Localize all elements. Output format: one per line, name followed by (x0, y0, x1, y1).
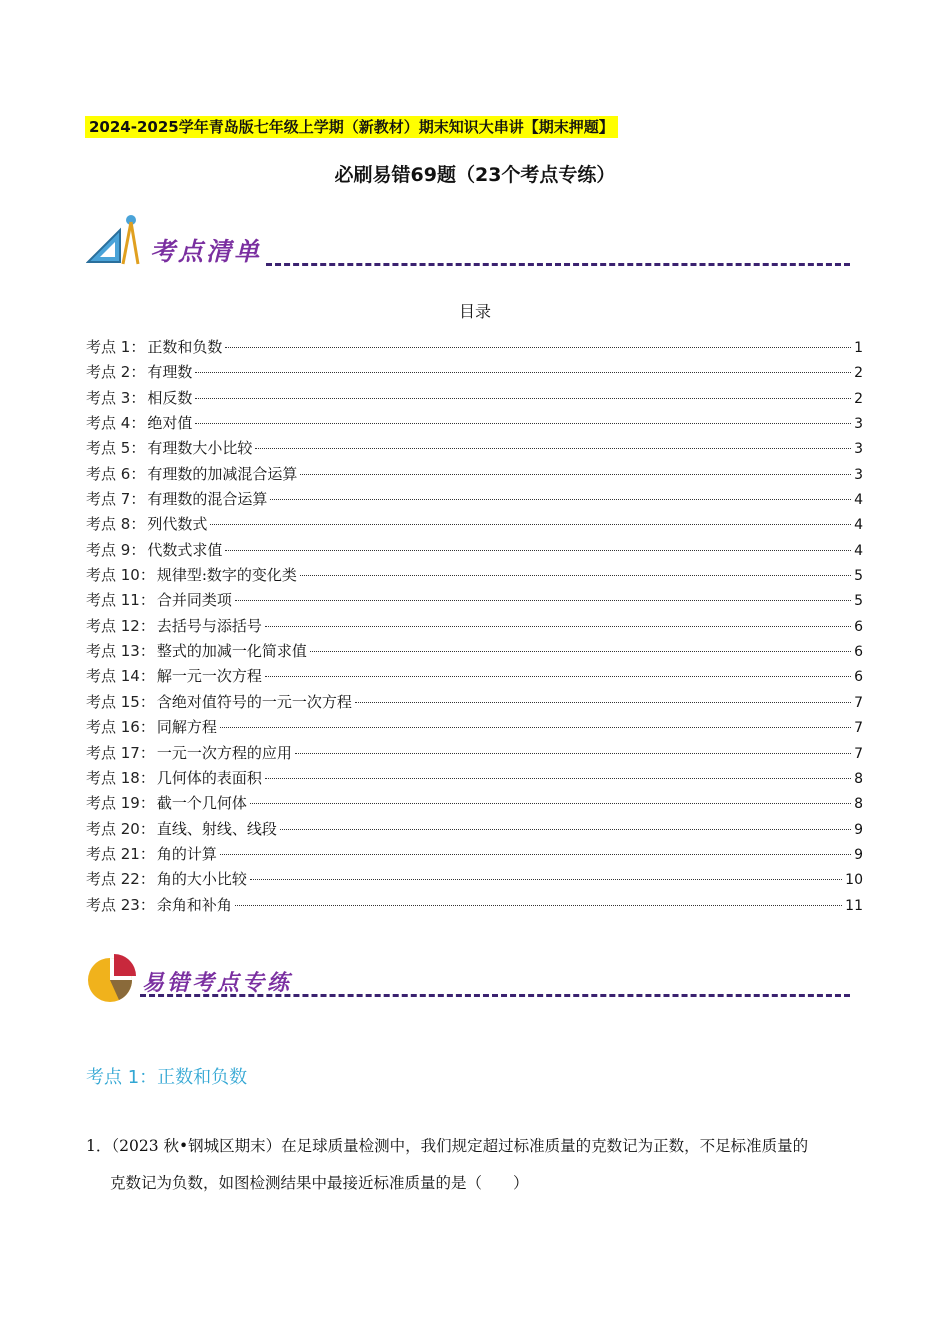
toc-entry-page: 8 (854, 770, 863, 787)
question-1-line-2: 克数记为负数，如图检测结果中最接近标准质量的是（ ） (110, 1174, 529, 1192)
toc-dot-leader (265, 676, 851, 677)
toc-dot-leader (250, 803, 851, 804)
toc-entry-title: 同解方程 (156, 718, 217, 737)
toc-entry[interactable] (86, 817, 863, 842)
toc-entry-prefix: 考点 14 (86, 667, 140, 686)
triangle-ruler-compass-icon (86, 212, 144, 268)
toc-entry-prefix: 考点 10 (86, 566, 140, 585)
toc-entry-page: 11 (845, 897, 863, 914)
toc-dot-leader (210, 524, 851, 525)
toc-entry-prefix: 考点 2 (86, 363, 131, 382)
toc-dot-leader (280, 829, 851, 830)
toc-dot-leader (235, 600, 851, 601)
toc-entry-title: 代数式求值 (147, 540, 223, 559)
toc-entry[interactable] (86, 335, 863, 360)
toc-entry-page: 1 (854, 340, 863, 356)
toc-entry-separator: ： (139, 794, 155, 813)
toc-entry-prefix: 考点 21 (86, 844, 140, 863)
toc-entry-title: 整式的加减一化简求值 (156, 642, 307, 661)
toc-entry[interactable] (86, 766, 863, 791)
section-divider-checklist (266, 263, 850, 266)
toc-entry-title: 余角和补角 (156, 895, 232, 914)
toc-entry-title: 相反数 (147, 388, 193, 407)
toc-entry[interactable] (86, 639, 863, 664)
toc-dot-leader (220, 727, 851, 728)
toc-entry-separator: ： (130, 490, 146, 509)
toc-entry-prefix: 考点 3 (86, 388, 131, 407)
table-of-contents (86, 335, 863, 918)
toc-entry-prefix: 考点 20 (86, 819, 140, 838)
toc-entry-separator: ： (139, 743, 155, 762)
toc-entry-page: 8 (854, 796, 863, 813)
toc-entry-prefix: 考点 6 (86, 464, 131, 483)
toc-entry-page: 4 (854, 542, 863, 559)
toc-entry[interactable] (86, 563, 863, 588)
toc-entry-title: 一元一次方程的应用 (156, 743, 292, 762)
toc-entry-page: 6 (854, 644, 863, 661)
toc-entry-separator: ： (130, 439, 146, 458)
toc-entry[interactable] (86, 512, 863, 537)
toc-entry-prefix: 考点 1 (86, 338, 131, 356)
toc-dot-leader (300, 474, 851, 475)
toc-entry-page: 7 (854, 745, 863, 762)
toc-entry[interactable] (86, 614, 863, 639)
toc-entry-page: 4 (854, 517, 863, 534)
toc-heading: 目录 (458, 302, 491, 321)
section-divider-practice (140, 994, 850, 997)
toc-entry-page: 6 (854, 669, 863, 686)
toc-entry-prefix: 考点 13 (86, 642, 140, 661)
toc-entry[interactable] (86, 386, 863, 411)
toc-entry-separator: ： (130, 388, 146, 407)
toc-dot-leader (250, 879, 842, 880)
toc-entry[interactable] (86, 487, 863, 512)
toc-entry-separator: ： (139, 870, 155, 889)
toc-entry-page: 3 (854, 466, 863, 483)
toc-entry[interactable] (86, 741, 863, 766)
toc-entry-prefix: 考点 23 (86, 895, 140, 914)
toc-entry-title: 直线、射线、线段 (156, 819, 277, 838)
toc-entry[interactable] (86, 842, 863, 867)
toc-entry-prefix: 考点 11 (86, 591, 140, 610)
toc-entry-title: 有理数的混合运算 (147, 490, 268, 509)
toc-entry-title: 去括号与添括号 (156, 616, 262, 635)
toc-entry[interactable] (86, 690, 863, 715)
toc-entry-separator: ： (139, 566, 155, 585)
toc-entry-separator: ： (130, 515, 146, 534)
toc-entry-separator: ： (130, 338, 146, 356)
toc-entry-title: 解一元一次方程 (156, 667, 262, 686)
toc-entry-title: 正数和负数 (147, 338, 223, 356)
toc-entry-page: 10 (845, 872, 863, 889)
toc-entry-prefix: 考点 17 (86, 743, 140, 762)
toc-entry-prefix: 考点 5 (86, 439, 131, 458)
toc-dot-leader (255, 448, 851, 449)
toc-entry-page: 7 (854, 720, 863, 737)
toc-entry-page: 5 (854, 593, 863, 610)
toc-dot-leader (235, 905, 842, 906)
toc-dot-leader (265, 626, 851, 627)
toc-dot-leader (300, 575, 851, 576)
toc-entry-title: 合并同类项 (156, 591, 232, 610)
toc-dot-leader (225, 347, 851, 348)
toc-dot-leader (310, 651, 851, 652)
toc-dot-leader (195, 372, 851, 373)
toc-entry-prefix: 考点 7 (86, 490, 131, 509)
toc-entry-title: 绝对值 (147, 414, 193, 433)
toc-entry[interactable] (86, 411, 863, 436)
toc-entry-prefix: 考点 19 (86, 794, 140, 813)
document-banner: 2024-2025学年青岛版七年级上学期（新教材）期末知识大串讲【期末押题】 (85, 116, 618, 138)
toc-entry-separator: ： (130, 464, 146, 483)
toc-dot-leader (355, 702, 851, 703)
document-title: 必刷易错69题（23个考点专练） (334, 164, 616, 186)
toc-entry-prefix: 考点 15 (86, 692, 140, 711)
toc-entry-page: 5 (854, 568, 863, 585)
toc-entry-prefix: 考点 9 (86, 540, 131, 559)
toc-entry-title: 有理数的加减混合运算 (147, 464, 298, 483)
toc-dot-leader (270, 499, 851, 500)
pie-chart-icon (86, 952, 138, 1004)
toc-entry-page: 2 (854, 390, 863, 407)
toc-entry[interactable] (86, 436, 863, 461)
question-text: （2023 秋•钢城区期末）在足球质量检测中，我们规定超过标准质量的克数记为正数，不足标准质量的 (111, 1137, 809, 1155)
toc-entry-separator: ： (130, 363, 146, 382)
toc-entry-prefix: 考点 12 (86, 616, 140, 635)
toc-entry-separator: ： (139, 895, 155, 914)
toc-entry-title: 角的计算 (156, 844, 217, 863)
toc-entry-prefix: 考点 18 (86, 768, 140, 787)
toc-entry-page: 7 (854, 694, 863, 711)
toc-entry[interactable] (86, 867, 863, 892)
toc-dot-leader (295, 753, 851, 754)
toc-dot-leader (220, 854, 851, 855)
toc-entry-title: 含绝对值符号的一元一次方程 (156, 692, 352, 711)
toc-entry-prefix: 考点 8 (86, 515, 131, 534)
toc-entry[interactable] (86, 664, 863, 689)
toc-entry-title: 列代数式 (147, 515, 208, 534)
toc-entry-page: 6 (854, 618, 863, 635)
toc-entry-page: 9 (854, 821, 863, 838)
toc-entry-prefix: 考点 16 (86, 718, 140, 737)
toc-entry-separator: ： (130, 414, 146, 433)
toc-entry-page: 9 (854, 846, 863, 863)
question-number: 1． (86, 1137, 112, 1155)
toc-dot-leader (265, 778, 851, 779)
toc-entry-separator: ： (139, 768, 155, 787)
toc-entry-separator: ： (139, 692, 155, 711)
toc-entry[interactable] (86, 893, 863, 918)
section-header-practice (86, 950, 856, 1006)
toc-entry[interactable] (86, 462, 863, 487)
toc-entry-page: 4 (854, 492, 863, 509)
toc-entry-separator: ： (130, 540, 146, 559)
toc-entry-separator: ： (139, 616, 155, 635)
toc-dot-leader (195, 423, 851, 424)
toc-entry-page: 3 (854, 416, 863, 433)
toc-entry-prefix: 考点 22 (86, 870, 140, 889)
toc-entry-title: 几何体的表面积 (156, 768, 262, 787)
toc-entry-title: 角的大小比较 (156, 870, 247, 889)
question-1 (86, 1128, 866, 1202)
toc-entry-separator: ： (139, 642, 155, 661)
toc-dot-leader (195, 398, 851, 399)
toc-entry-separator: ： (139, 718, 155, 737)
toc-entry[interactable] (86, 360, 863, 385)
toc-entry-separator: ： (139, 667, 155, 686)
toc-entry-page: 2 (854, 365, 863, 382)
section-label-practice: 易错考点专练 (142, 970, 293, 996)
toc-entry-title: 规律型:数字的变化类 (156, 566, 297, 585)
toc-entry[interactable] (86, 715, 863, 740)
question-1-line-1 (86, 1128, 866, 1165)
toc-entry-separator: ： (139, 591, 155, 610)
toc-entry-separator: ： (139, 844, 155, 863)
toc-entry[interactable] (86, 791, 863, 816)
section-label-checklist: 考点清单 (150, 237, 263, 266)
section-header-checklist (86, 212, 856, 272)
toc-entry[interactable] (86, 588, 863, 613)
toc-dot-leader (225, 550, 851, 551)
toc-entry-separator: ： (139, 819, 155, 838)
topic-title-1: 考点 1：正数和负数 (86, 1067, 248, 1088)
toc-entry-title: 截一个几何体 (156, 794, 247, 813)
toc-entry-prefix: 考点 4 (86, 414, 131, 433)
toc-entry-page: 3 (854, 441, 863, 458)
toc-entry[interactable] (86, 538, 863, 563)
toc-entry-title: 有理数大小比较 (147, 439, 253, 458)
toc-entry-title: 有理数 (147, 363, 193, 382)
